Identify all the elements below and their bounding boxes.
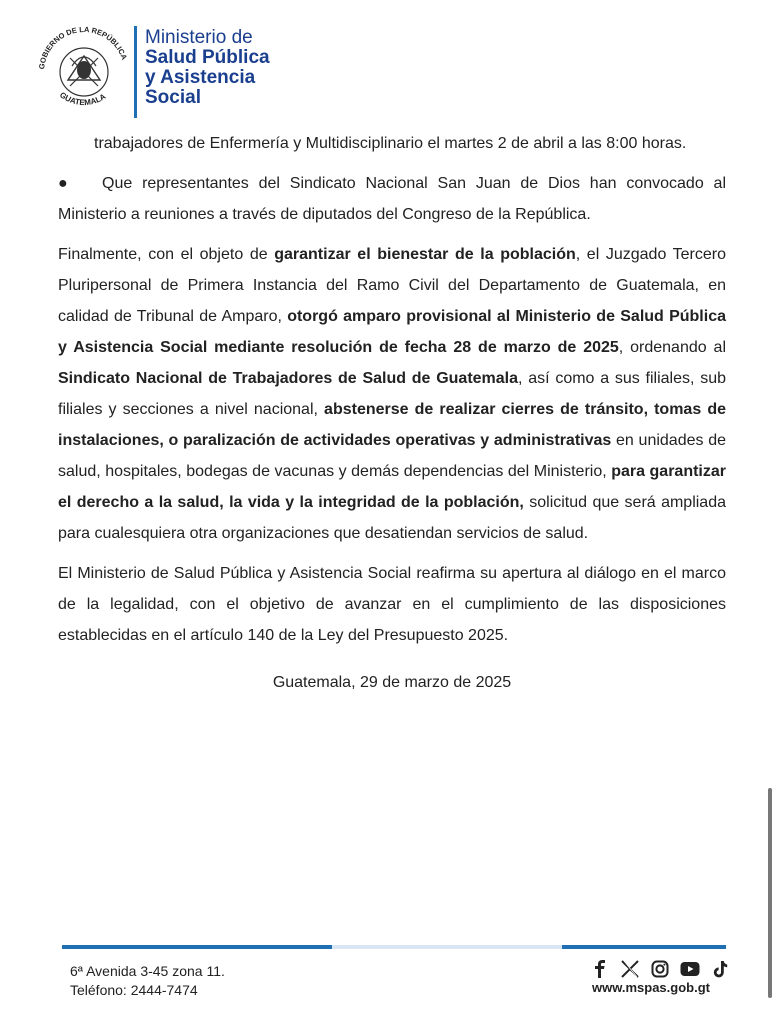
bullet-icon: ● (58, 175, 68, 192)
ministry-line-1: Ministerio de (145, 27, 253, 48)
text-segment: El Ministerio de Salud Pública y Asistencia Social reafirma su apertura al diálogo en el marco de la legalidad, con el objetivo de avanzar en el cumplimiento de las disposiciones establecidas en el artículo 140 de la Ley del Presupuesto 2025. (58, 565, 726, 644)
text-segment: Finalmente, con el objeto de (58, 246, 275, 263)
paragraph-dialogue (58, 558, 726, 651)
x-icon[interactable] (620, 959, 640, 979)
ministry-line-4: Social (145, 87, 201, 108)
bold-text-segment: garantizar el bienestar de la población (274, 246, 576, 263)
text-segment: , así como a sus filiales, sub filiales y secciones a nivel nacional, (58, 370, 726, 418)
scrollbar[interactable] (768, 788, 772, 998)
text-segment: Que representantes del Sindicato Nacional San Juan de Dios han convocado al Ministerio a reuniones a través de diputados del Congreso de la República. (58, 175, 726, 223)
paragraph-amparo (58, 239, 726, 549)
seal-text-bottom: GUATEMALA (58, 90, 108, 108)
facebook-icon[interactable] (590, 959, 610, 979)
guatemala-seal-icon (28, 18, 140, 122)
bold-text-segment: para garantizar el derecho a la salud, la vida y la integridad de la población, (58, 463, 726, 511)
text-segment: , el Juzgado Tercero Pluripersonal de Primera Instancia del Ramo Civil del Departamento de Guatemala, en calidad de Tribunal de Amparo, (58, 246, 726, 325)
text-segment: , ordenando al (618, 339, 726, 356)
document-date: Guatemala, 29 de marzo de 2025 (272, 674, 512, 691)
ministry-line-2: Salud Pública (145, 47, 270, 68)
text-segment: solicitud que será ampliada para cualesquiera otra organizaciones que desatiendan servicios de salud. (58, 494, 727, 542)
document-body (58, 128, 726, 698)
ministry-name (145, 28, 270, 108)
header-divider (134, 26, 137, 118)
instagram-icon[interactable] (650, 959, 670, 979)
seal-text-top: GOBIERNO DE LA REPÚBLICA (37, 24, 129, 70)
bullet-item (58, 168, 726, 230)
svg-text:GUATEMALA (58, 90, 108, 107)
phone-line: Teléfono: 2444-7474 (70, 982, 198, 998)
footer-address (70, 962, 225, 1000)
bold-text-segment: otorgó amparo provisional al Ministerio de Salud Pública y Asistencia Social mediante resolución de fecha 28 de marzo de 2025 (58, 308, 726, 356)
bold-text-segment: Sindicato Nacional de Trabajadores de Salud de Guatemala (58, 370, 519, 387)
bold-text-segment: abstenerse de realizar cierres de tránsito, tomas de instalaciones, o paralización de actividades operativas y administrativas (58, 401, 726, 449)
footer-website[interactable]: www.mspas.gob.gt (592, 980, 710, 995)
ministry-line-3: y Asistencia (145, 67, 256, 88)
text-segment: en unidades de salud, hospitales, bodegas de vacunas y demás dependencias del Ministerio, (58, 432, 727, 480)
address-line: 6ª Avenida 3-45 zona 11. (70, 963, 225, 979)
youtube-icon[interactable] (680, 959, 700, 979)
paragraph-continuation (58, 128, 726, 159)
social-links (590, 958, 730, 980)
tiktok-icon[interactable] (710, 959, 730, 979)
bullet-text (58, 175, 726, 223)
ministry-header (28, 18, 328, 128)
footer-divider (62, 945, 726, 949)
text-segment: trabajadores de Enfermería y Multidisciplinario el martes 2 de abril a las 8:00 horas. (94, 135, 687, 152)
